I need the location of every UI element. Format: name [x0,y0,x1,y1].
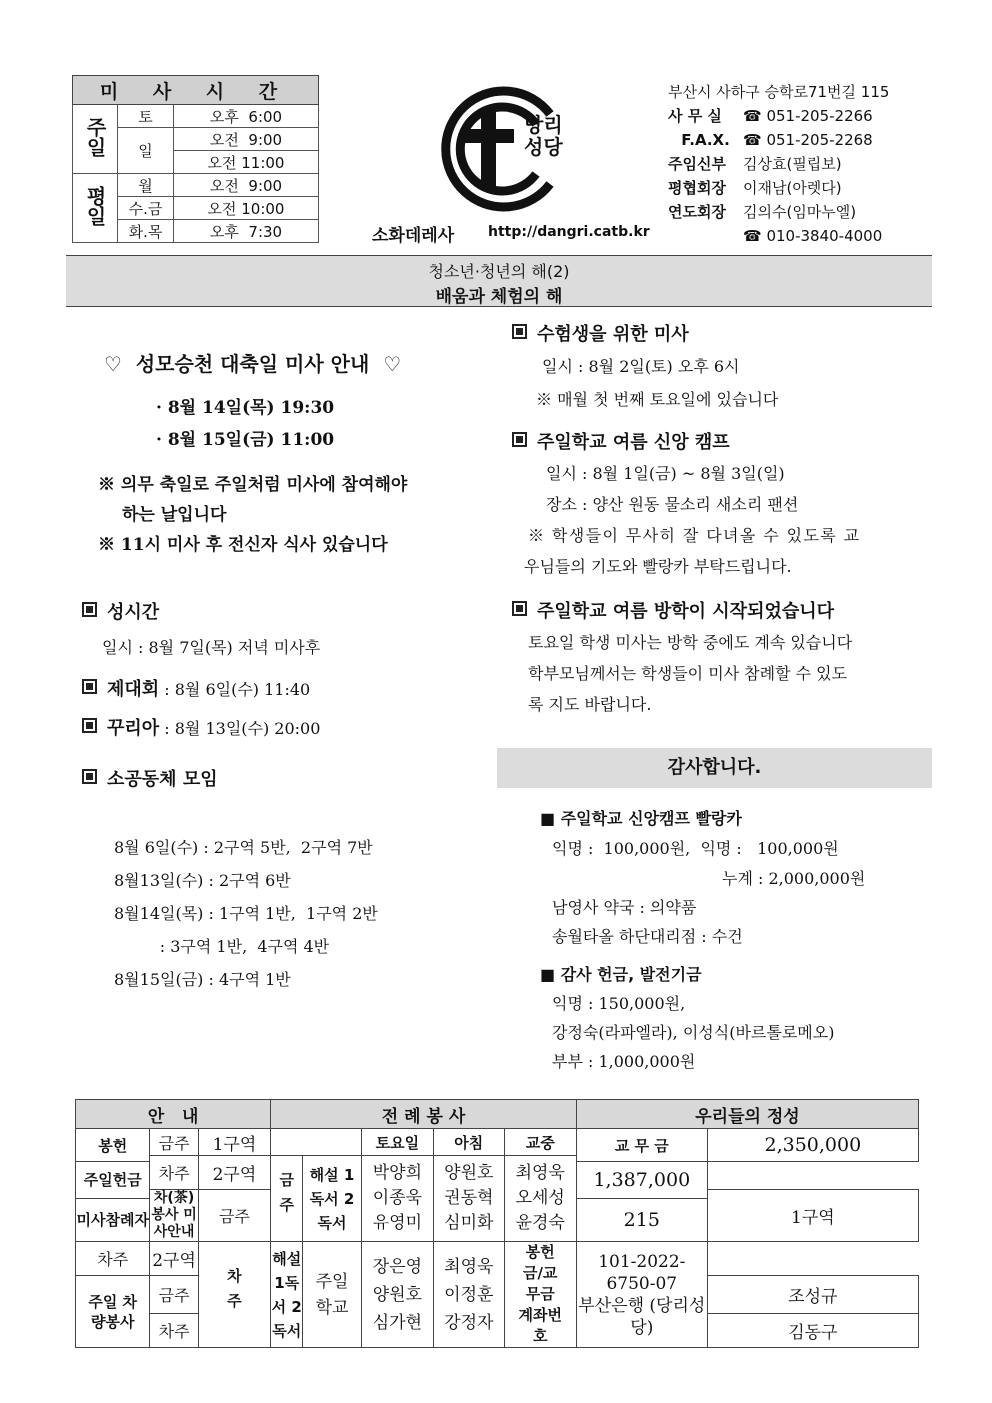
vacation-line: 토요일 학생 미사는 방학 중에도 계속 있습니다 [528,633,853,652]
vacation-line: 학부모님께서는 학생들이 미사 참례할 수 있도 [528,664,848,683]
square-bullet-icon [82,718,97,733]
liturgy-roles: 해설 1독서 2독서 [271,1242,303,1348]
guide-week: 금주 [198,1190,270,1242]
curia-text: : 8월 13일(수) 20:00 [164,719,321,738]
feast-item: · 8월 14일(목) 19:30 [156,398,335,418]
list-item: 8월14일(목) : 1구역 1반, 1구역 2반 [114,904,378,923]
liturgy-name: 유영미 [372,1213,423,1233]
offering-label: 교 무 금 [576,1129,707,1162]
guide-week: 금주 [150,1129,198,1156]
liturgy-name: 이종욱 [372,1188,423,1208]
banner-line-1: 청소년·청년의 해(2) [428,262,570,281]
adoration-title: 성시간 [107,602,160,623]
square-bullet-icon [512,324,527,339]
square-bullet-icon [82,602,97,617]
fax-phone: ☎ 051-205-2268 [743,131,873,149]
exam-heading [512,320,689,346]
guide-value: 김동구 [707,1314,918,1348]
guide-week: 차주 [150,1314,198,1348]
feast-note: ※ 11시 미사 후 전신자 식사 있습니다 [98,535,388,555]
camp-heading [512,428,730,454]
year-banner [66,255,932,307]
offering-header: 우리들의 정성 [576,1100,918,1129]
thanks1-line: 송월타올 하단대리점 : 수건 [552,927,743,946]
adoration-heading [82,598,159,624]
bullet-icon: ■ [540,809,561,828]
logo-text-2: 성당 [524,135,563,159]
office-phone: ☎ 051-205-2266 [743,107,873,125]
address: 부산시 사하구 승학로71번길 115 [668,83,890,101]
liturgy-col: 토요일 [361,1129,433,1156]
liturgy-name: 윤경숙 [515,1213,565,1233]
office-label: 사 무 실 [668,107,722,125]
mass-time: 오후 6:00 [174,105,319,128]
camp-line: ※ 학생들이 무사히 잘 다녀올 수 있도록 교 [528,526,861,545]
bottom-info-table [75,1099,919,1348]
guide-value: 1구역 [707,1190,918,1242]
liturgy-next-sat: 주일 학교 [303,1242,361,1348]
thanks2-heading [540,962,702,985]
community-title: 소공동체 모임 [107,769,218,790]
guide-header: 안 내 [76,1100,271,1129]
guide-label: 차(茶)봉사 미사안내 [151,1190,197,1240]
union-phone-row [668,224,928,248]
bullet-icon: ■ [540,965,561,984]
liturgy-name: 심가현 [372,1312,423,1333]
liturgy-name: 양원호 [372,1284,423,1305]
union-row [668,200,928,224]
square-bullet-icon [512,601,527,616]
mass-times-table [72,75,319,243]
thanks2-line: 부부 : 1,000,000원 [552,1052,696,1071]
liturgy-roles: 해설 1독서 2독서 [303,1156,361,1242]
guide-value: 2구역 [150,1242,198,1276]
offering-value: 1,387,000 [576,1162,707,1199]
list-item: : 3구역 1반, 4구역 4반 [114,937,330,956]
council-label: 평협회장 [668,179,726,197]
church-logo [432,84,577,214]
sunday-label-text: 주일 [83,117,107,157]
patron-saint: 소화데레사 [372,226,455,246]
union-label: 연도회장 [668,203,726,221]
exam-title: 수험생을 위한 미사 [537,324,689,345]
camp-line: 일시 : 8월 1일(금) ~ 8월 3일(일) [546,464,785,483]
liturgy-next-morning [361,1242,433,1348]
council-row [668,176,928,200]
banner-line-2: 배움과 체험의 해 [435,287,563,307]
weekday-label [73,174,118,243]
contact-info [668,80,928,248]
thanks1-title: 주일학교 신앙캠프 빨랑카 [560,809,742,828]
community-heading [82,765,218,791]
account-label: 봉헌금/교무금 계좌번호 [504,1242,576,1348]
list-item: 8월13일(수) : 2구역 6반 [114,871,291,890]
curia-title: 꾸리아 [107,718,160,739]
pastor-name: 김상효(필립보) [743,155,842,173]
altar-text: : 8월 6일(수) 11:40 [164,680,311,699]
union-name: 김의수(임마누엘) [743,203,857,221]
list-item: 8월 6일(수) : 2구역 5반, 2구역 7반 [114,838,373,857]
square-bullet-icon [512,432,527,447]
thanks1-heading [540,806,742,829]
guide-value: 조성규 [707,1276,918,1314]
union-phone: ☎ 010-3840-4000 [743,227,883,245]
liturgy-this-main [504,1156,576,1242]
guide-value: 1구역 [198,1129,270,1156]
thanks1-line: 남영사 약국 : 의약품 [552,898,697,917]
liturgy-name: 장은영 [372,1256,423,1277]
mass-times-title: 미 사 시 간 [73,76,319,105]
guide-week: 차주 [150,1156,198,1190]
mass-time: 오전 10:00 [174,197,319,220]
exam-line: 일시 : 8월 2일(토) 오후 6시 [542,357,740,376]
liturgy-this-sat [361,1156,433,1242]
curia-heading [82,713,320,744]
guide-label: 봉헌 [76,1129,150,1162]
liturgy-this-morning [434,1156,504,1242]
feast-item: · 8월 15일(금) 11:00 [156,430,335,450]
camp-title: 주일학교 여름 신앙 캠프 [537,432,730,453]
adoration-text: 일시 : 8월 7일(목) 저녁 미사후 [102,638,321,657]
fax-label: F.A.X. [681,131,730,149]
account-bank: 부산은행 (당리성당) [578,1295,706,1338]
feast-note: ※ 의무 축일로 주일처럼 미사에 참여해야 [98,475,408,495]
account-number: 101-2022-6750-07 [598,1251,686,1294]
liturgy-name: 최영욱 [515,1163,565,1183]
liturgy-col: 교중 [504,1129,576,1156]
thanks2-title: 감사 헌금, 발전기금 [560,965,702,984]
mass-day: 수.금 [118,197,174,220]
square-bullet-icon [82,769,97,784]
thanks-banner [497,748,932,788]
liturgy-name: 최영욱 [444,1256,494,1277]
this-week-label [271,1156,303,1242]
mass-day: 화.목 [118,220,174,243]
thanks-title: 감사합니다. [667,757,762,778]
liturgy-name: 심미화 [444,1213,494,1233]
fax-row [668,128,928,152]
this-week-text: 금주 [277,1171,296,1222]
account-cell [576,1242,707,1348]
offering-label: 미사참례자 [76,1198,150,1241]
mass-time: 오전 11:00 [174,151,319,174]
thanks2-line: 익명 : 150,000원, [552,994,686,1013]
liturgy-next-main [434,1242,504,1348]
thanks1-line: 누계 : 2,000,000원 [722,869,866,888]
mass-time: 오전 9:00 [174,128,319,151]
offering-value: 215 [576,1198,707,1241]
offering-value: 2,350,000 [707,1129,918,1162]
guide-week: 금주 [150,1276,198,1314]
offering-label: 주일헌금 [76,1162,150,1199]
parish-url[interactable]: http://dangri.catb.kr [488,224,650,240]
altar-title: 제대회 [107,679,160,700]
guide-value: 2구역 [198,1156,270,1190]
liturgy-name: 양원호 [444,1163,494,1183]
vacation-heading [512,597,834,623]
exam-line: ※ 매월 첫 번째 토요일에 있습니다 [536,390,779,409]
feast-title: ♡ 성모승천 대축일 미사 안내 ♡ [104,352,402,376]
liturgy-name: 이정훈 [444,1284,494,1305]
list-item: 8월15일(금) : 4구역 1반 [114,970,291,989]
feast-note: 하는 날입니다 [122,505,227,525]
thanks1-line: 익명 : 100,000원, 익명 : 100,000원 [552,839,839,858]
liturgy-header: 전 례 봉 사 [271,1100,577,1129]
pastor-row [668,152,928,176]
camp-line: 장소 : 양산 원동 물소리 새소리 팬션 [546,495,799,514]
liturgy-name: 박양희 [372,1163,423,1183]
mass-time: 오후 7:30 [174,220,319,243]
pastor-label: 주임신부 [668,155,726,173]
next-week-text: 차주 [224,1267,243,1318]
mass-day: 토 [118,105,174,128]
altar-heading [82,674,310,705]
empty-cell [271,1129,362,1156]
liturgy-name: 강정자 [444,1312,494,1333]
guide-week: 차주 [76,1242,150,1276]
vacation-title: 주일학교 여름 방학이 시작되었습니다 [537,601,835,622]
community-list [114,798,378,996]
mass-day: 월 [118,174,174,197]
weekday-label-text: 평일 [83,186,107,226]
vacation-line: 록 지도 바랍니다. [528,695,652,714]
liturgy-name: 권동혁 [444,1188,494,1208]
mass-day: 일 [118,128,174,174]
office-row [668,104,928,128]
thanks2-line: 강정숙(라파엘라), 이성식(바르톨로메오) [552,1023,835,1042]
guide-label: 주일 차량봉사 [76,1276,150,1348]
council-name: 이재남(아렛다) [743,179,842,197]
logo-text-1: 당리 [524,113,563,137]
next-week-label [198,1242,270,1348]
square-bullet-icon [82,679,97,694]
mass-time: 오전 9:00 [174,174,319,197]
liturgy-col: 아침 [434,1129,504,1156]
liturgy-name: 오세성 [515,1188,565,1208]
sunday-label [73,105,118,174]
camp-line: 우님들의 기도와 빨랑카 부탁드립니다. [524,557,792,576]
